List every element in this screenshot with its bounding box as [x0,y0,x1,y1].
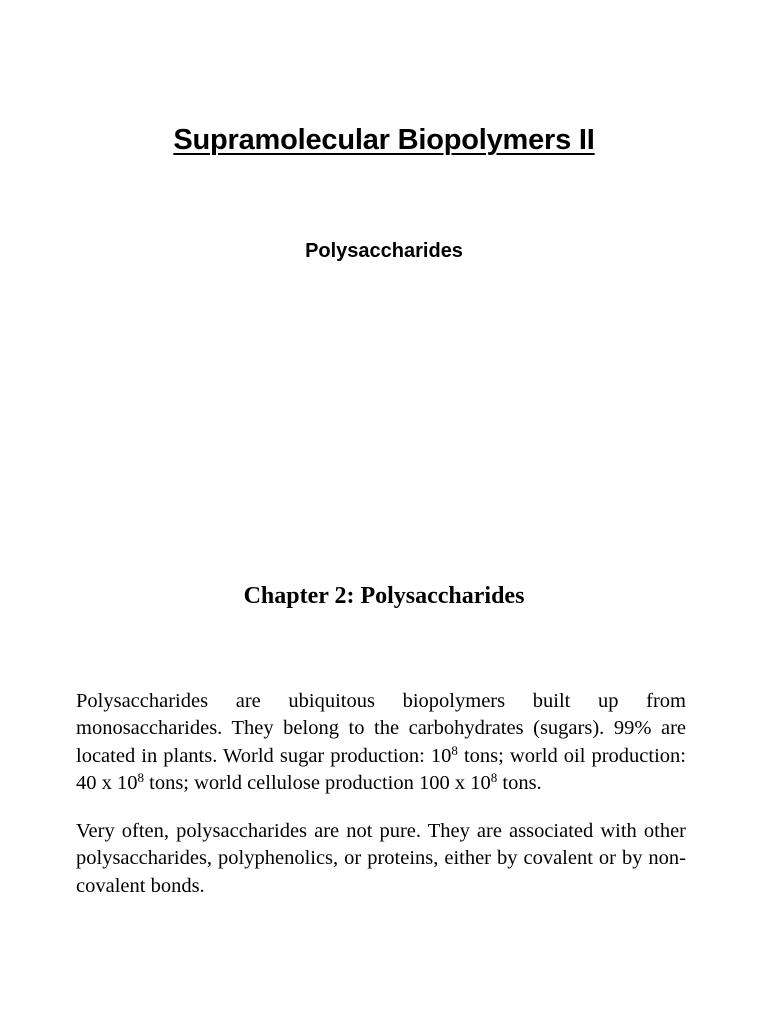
paragraph-intro-text-2: tons; world oil production: 40 x 10 [76,744,686,794]
paragraph-intro-text-4: tons. [497,771,542,794]
paragraph-purity: Very often, polysaccharides are not pure. They are associated with other polysaccharides, polyphenolics, or proteins, either by covalent or by non-covalent bonds. [76,820,686,897]
paragraph-intro-text-3: tons; world cellulose production 100 x 10 [144,771,491,794]
exponent-1: 8 [451,742,458,758]
paragraph-intro-text-1: Polysaccharides are ubiquitous biopolymers built up from monosaccharides. They belong to the carbohydrates (sugars). 99% are located in plants. World sugar production: 10 [76,690,686,767]
document-title: Supramolecular Biopolymers II [173,124,595,156]
document-subtitle: Polysaccharides [305,240,463,262]
paragraph-intro [76,688,686,797]
exponent-3: 8 [490,769,498,785]
exponent-2: 8 [137,769,144,785]
chapter-heading: Chapter 2: Polysaccharides [243,583,525,609]
